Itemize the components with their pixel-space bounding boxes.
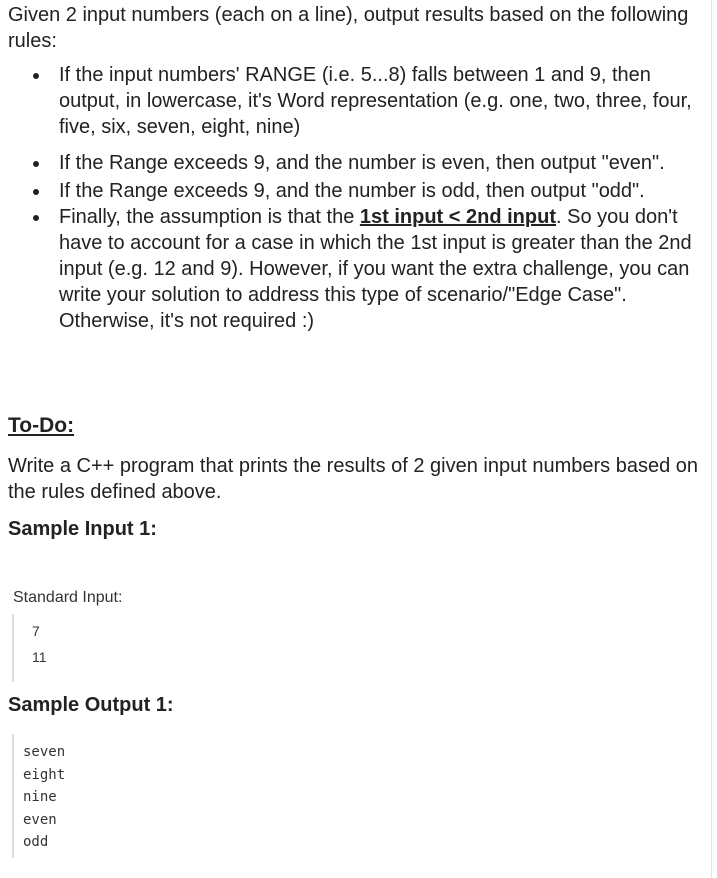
output-line: odd: [23, 834, 49, 850]
bullet-icon: [33, 161, 39, 167]
rule-text: If the input numbers' RANGE (i.e. 5...8) falls between 1 and 9, then output, in lowercase, it's Word representation (e.g. one, two, three, four, five, six, seven, eight, nine): [59, 64, 692, 138]
input-line: 11: [32, 649, 47, 665]
rule-emphasis: 1st input < 2nd input: [359, 206, 556, 228]
standard-input-box: [12, 614, 124, 682]
rule-text-suffix: . So you don't have to account for a case in which the 1st input is greater than the 2nd input (e.g. 12 and 9). However, if you want the extra challenge, you can write your solution to address this type of scenario/"Edge Case". Otherwise, it's not required :): [59, 206, 692, 332]
rule-item: [27, 150, 707, 176]
output-line: even: [23, 812, 57, 828]
bullet-icon: [33, 215, 39, 221]
standard-input-label: Standard Input:: [13, 589, 123, 606]
output-line: seven: [23, 744, 66, 760]
sample-input-heading: Sample Input 1:: [8, 518, 157, 540]
output-line: nine: [23, 789, 57, 805]
sample-output-box: [12, 734, 134, 858]
todo-text: Write a C++ program that prints the results of 2 given input numbers based on the rules defined above.: [8, 455, 698, 503]
rule-item: [27, 178, 707, 204]
rule-text: If the Range exceeds 9, and the number is odd, then output "odd".: [59, 180, 645, 202]
bullet-icon: [33, 73, 39, 79]
rule-item: [27, 204, 707, 334]
problem-intro: Given 2 input numbers (each on a line), output results based on the following rules:: [8, 4, 689, 52]
output-line: eight: [23, 767, 66, 783]
rules-list: [27, 62, 707, 334]
sample-output-heading: Sample Output 1:: [8, 694, 174, 716]
rule-item: [27, 62, 707, 140]
input-line: 7: [32, 623, 40, 639]
rule-text-prefix: Finally, the assumption is that the: [59, 206, 360, 228]
todo-heading: To-Do:: [8, 414, 75, 437]
bullet-icon: [33, 189, 39, 195]
rule-text: If the Range exceeds 9, and the number is even, then output "even".: [59, 152, 665, 174]
